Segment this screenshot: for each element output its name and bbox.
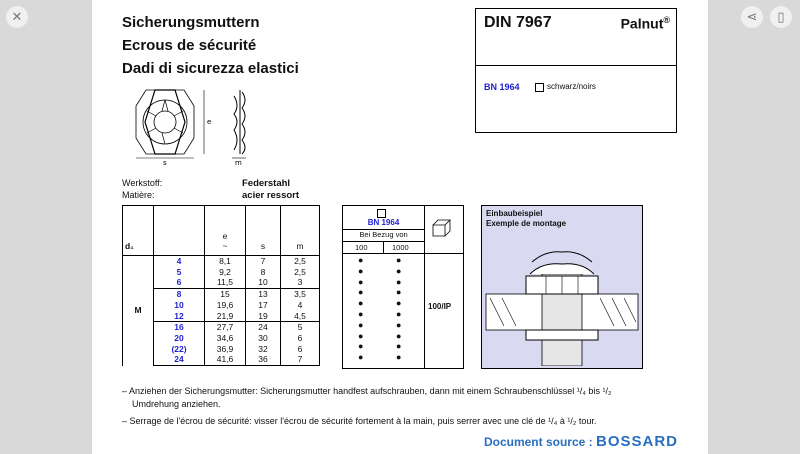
share-icon[interactable]: ⋖	[741, 6, 763, 28]
din-box	[475, 8, 677, 133]
qty-1000: 1000	[392, 243, 409, 252]
mounting-example	[481, 205, 643, 369]
bookmark-icon[interactable]: ▯	[770, 6, 792, 28]
material-label-fr: Matière:	[122, 190, 155, 200]
order-dot: ●	[396, 309, 402, 319]
header-e: e ~	[205, 206, 246, 256]
material-value-fr: acier ressort	[242, 190, 300, 201]
order-dot: ●	[396, 276, 402, 287]
einbau-title-fr: Exemple de montage	[486, 219, 567, 228]
bn-code: BN 1964	[484, 82, 520, 92]
order-dot: ●	[358, 287, 364, 298]
note-de-line1: – Anziehen der Sicherungsmutter: Sicherungsmutter handfest aufschrauben, dann mit einem Schraubenschlüssel ¹/₄ bis ¹/₂	[122, 386, 612, 396]
label-s: s	[163, 159, 167, 166]
close-icon[interactable]: ✕	[6, 6, 28, 28]
ordering-checkbox	[377, 209, 386, 218]
document-source: Document source : BOSSARD	[483, 433, 678, 450]
order-dot: ●	[396, 287, 402, 298]
brand-name: Palnut®	[620, 15, 670, 32]
order-dot: ●	[358, 352, 364, 363]
pack-column	[423, 205, 464, 369]
ordering-table	[342, 205, 425, 369]
order-dot: ●	[358, 330, 364, 341]
order-dot: ●	[358, 255, 364, 265]
group-m: M	[123, 256, 154, 366]
header-m: m	[281, 206, 320, 256]
bossard-logo: BOSSARD	[595, 433, 678, 450]
pack-unit: 100/IP	[428, 302, 452, 311]
note-fr: – Serrage de l'écrou de sécurité: visser l'écrou de sécurité fortement à la main, puis serrer avec une clé de ¹/₄ à ¹/₂ tour.	[122, 416, 597, 426]
title-fr: Ecrous de sécurité	[122, 37, 257, 54]
note-de-line2: Umdrehung anziehen.	[132, 399, 221, 409]
din-number: DIN 7967	[484, 14, 552, 31]
einbau-title-de: Einbaubeispiel	[486, 209, 543, 218]
material-value-de: Federstahl	[242, 178, 291, 189]
order-dot: ●	[358, 265, 364, 276]
order-dot: ●	[358, 341, 364, 352]
order-dot: ●	[358, 319, 364, 330]
ordering-bn: BN 1964	[367, 218, 400, 227]
order-dot: ●	[358, 309, 364, 319]
order-dot: ●	[396, 352, 402, 363]
order-dot: ●	[396, 330, 402, 341]
header-d1: d₁	[123, 206, 154, 256]
order-dot: ●	[396, 341, 402, 352]
dimension-table: d₁ e ~ s m M 4 8,1 7 2,5 5 9,2 8 2,5 6 11,5 10 3 8 15 13 3,5 10 19,6 17 4 12 21,9 19 4,5 16 27,7 24 5 20 34,6 30 6 (22) 36,9 32 6 24 41,6 36 7	[122, 205, 320, 366]
finish-label: schwarz/noirs	[547, 82, 596, 91]
label-e: e	[207, 118, 212, 126]
qty-100: 100	[355, 243, 368, 252]
label-m: m	[235, 159, 242, 166]
order-dot: ●	[396, 265, 402, 276]
mounting-drawing	[482, 234, 642, 366]
document-page	[92, 0, 708, 454]
order-dot: ●	[396, 255, 402, 265]
title-de: Sicherungsmuttern	[122, 14, 260, 31]
ordering-bezug: Bei Bezug von	[343, 229, 424, 239]
finish-checkbox	[535, 83, 544, 92]
title-it: Dadi di sicurezza elastici	[122, 60, 299, 77]
box-icon	[431, 218, 453, 238]
order-dot: ●	[358, 298, 364, 309]
order-dot: ●	[358, 276, 364, 287]
header-s: s	[246, 206, 281, 256]
nut-drawing	[122, 86, 262, 166]
material-label-de: Werkstoff:	[122, 178, 163, 188]
order-dot: ●	[396, 298, 402, 309]
order-dot: ●	[396, 319, 402, 330]
